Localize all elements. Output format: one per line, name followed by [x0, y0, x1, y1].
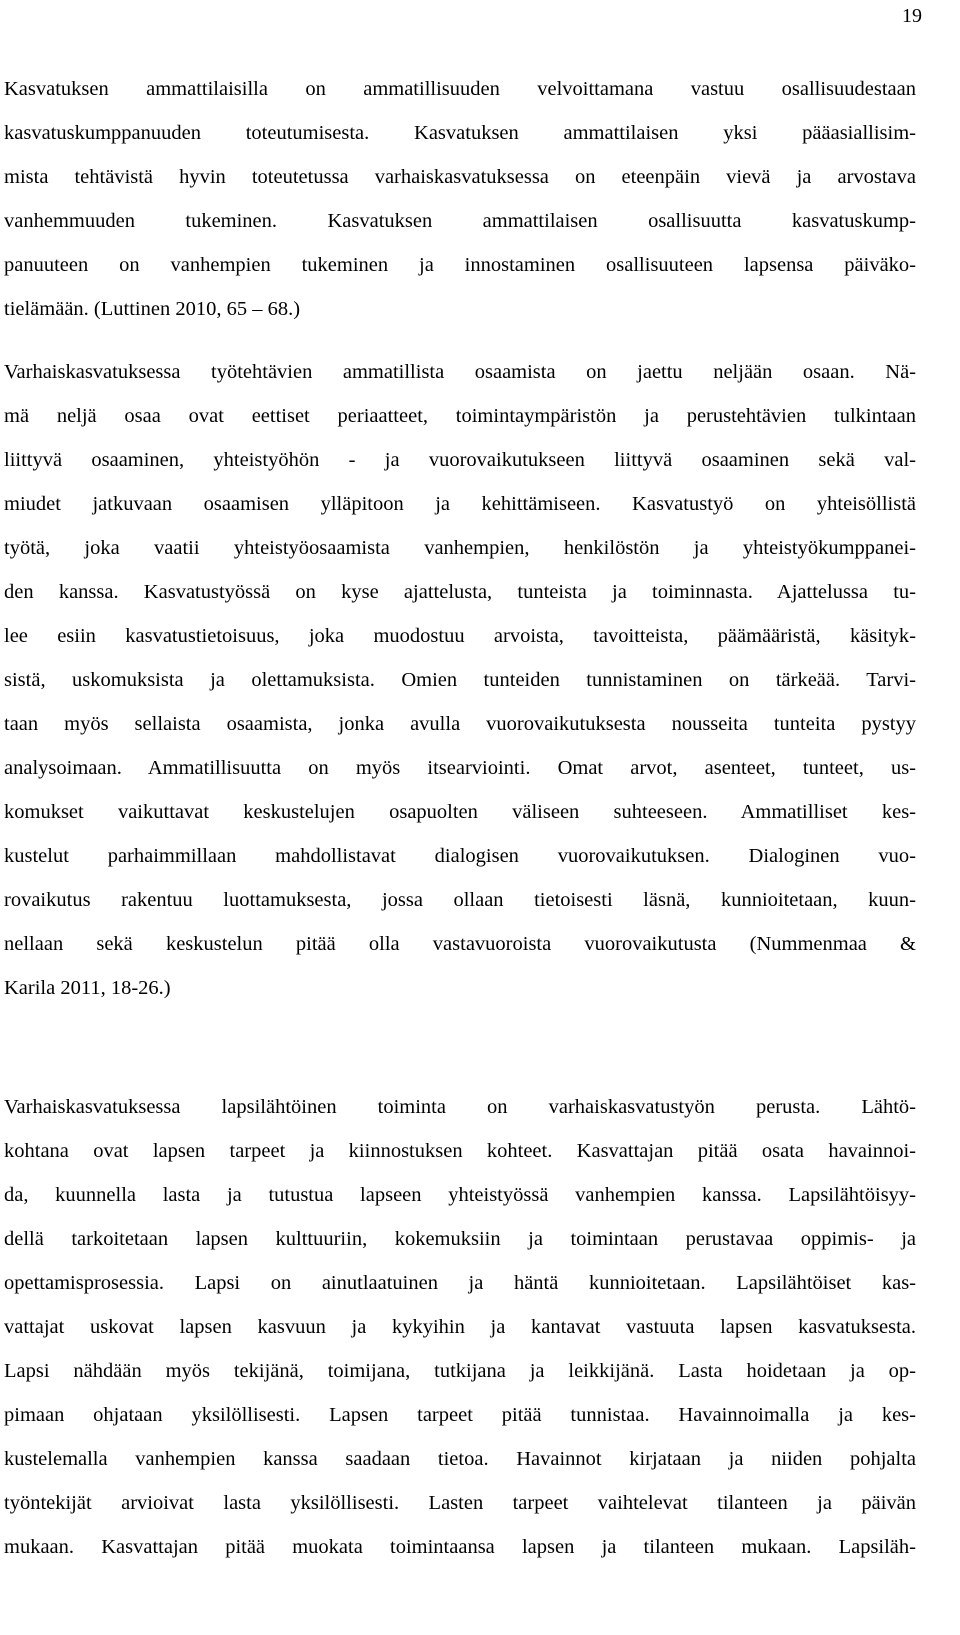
text-line: panuuteen on vanhempien tukeminen ja innostaminen osallisuuteen lapsensa päiväko-: [4, 254, 916, 276]
text-line: mukaan. Kasvattajan pitää muokata toimintaansa lapsen ja tilanteen mukaan. Lapsiläh-: [4, 1536, 916, 1558]
text-line: dellä tarkoitetaan lapsen kulttuuriin, kokemuksiin ja toimintaan perustavaa oppimis- ja: [4, 1228, 916, 1250]
text-line: sistä, uskomuksista ja olettamuksista. Omien tunteiden tunnistaminen on tärkeää. Tarvi-: [4, 669, 916, 691]
text-line: nellaan sekä keskustelun pitää olla vastavuoroista vuorovaikutusta (Nummenmaa &: [4, 933, 916, 955]
text-line: kustelut parhaimmillaan mahdollistavat dialogisen vuorovaikutuksen. Dialoginen vuo-: [4, 845, 916, 867]
page-number: 19: [902, 5, 922, 27]
text-line: vattajat uskovat lapsen kasvuun ja kykyihin ja kantavat vastuuta lapsen kasvatuksesta.: [4, 1316, 916, 1338]
text-line: liittyvä osaaminen, yhteistyöhön - ja vuorovaikutukseen liittyvä osaaminen sekä val-: [4, 449, 916, 471]
text-line: tielämään. (Luttinen 2010, 65 – 68.): [4, 298, 301, 320]
text-line: da, kuunnella lasta ja tutustua lapseen yhteistyössä vanhempien kanssa. Lapsilähtöisyy-: [4, 1184, 916, 1206]
text-line: pimaan ohjataan yksilöllisesti. Lapsen tarpeet pitää tunnistaa. Havainnoimalla ja kes-: [4, 1404, 916, 1426]
text-line: komukset vaikuttavat keskustelujen osapuolten väliseen suhteeseen. Ammatilliset kes-: [4, 801, 916, 823]
text-line: vanhemmuuden tukeminen. Kasvatuksen ammattilaisen osallisuutta kasvatuskump-: [4, 210, 916, 232]
text-line: kohtana ovat lapsen tarpeet ja kiinnostuksen kohteet. Kasvattajan pitää osata havainnoi-: [4, 1140, 916, 1162]
text-line: kasvatuskumppanuuden toteutumisesta. Kasvatuksen ammattilaisen yksi pääasiallisim-: [4, 122, 916, 144]
text-line: Varhaiskasvatuksessa työtehtävien ammatillista osaamista on jaettu neljään osaan. Nä-: [4, 361, 916, 383]
text-line: kustelemalla vanhempien kanssa saadaan tietoa. Havainnot kirjataan ja niiden pohjalta: [4, 1448, 916, 1470]
text-line: työntekijät arvioivat lasta yksilöllisesti. Lasten tarpeet vaihtelevat tilanteen ja päivän: [4, 1492, 916, 1514]
text-line: työtä, joka vaatii yhteistyöosaamista vanhempien, henkilöstön ja yhteistyökumppanei-: [4, 537, 916, 559]
text-line: rovaikutus rakentuu luottamuksesta, jossa ollaan tietoisesti läsnä, kunnioitetaan, kuun-: [4, 889, 916, 911]
text-line: lee esiin kasvatustietoisuus, joka muodostuu arvoista, tavoitteista, päämääristä, käsityk-: [4, 625, 916, 647]
text-line: mista tehtävistä hyvin toteutetussa varhaiskasvatuksessa on eteenpäin vievä ja arvostava: [4, 166, 916, 188]
text-line: Varhaiskasvatuksessa lapsilähtöinen toiminta on varhaiskasvatustyön perusta. Lähtö-: [4, 1096, 916, 1118]
text-line: analysoimaan. Ammatillisuutta on myös itsearviointi. Omat arvot, asenteet, tunteet, us-: [4, 757, 916, 779]
text-line: Lapsi nähdään myös tekijänä, toimijana, tutkijana ja leikkijänä. Lasta hoidetaan ja op-: [4, 1360, 916, 1382]
text-line: Kasvatuksen ammattilaisilla on ammatillisuuden velvoittamana vastuu osallisuudestaan: [4, 78, 916, 100]
text-line: opettamisprosessia. Lapsi on ainutlaatuinen ja häntä kunnioitetaan. Lapsilähtöiset kas-: [4, 1272, 916, 1294]
text-line: miudet jatkuvaan osaamisen ylläpitoon ja kehittämiseen. Kasvatustyö on yhteisöllistä: [4, 493, 916, 515]
text-line: taan myös sellaista osaamista, jonka avulla vuorovaikutuksesta nousseita tunteita pystyy: [4, 713, 916, 735]
text-line: mä neljä osaa ovat eettiset periaatteet, toimintaympäristön ja perustehtävien tulkintaan: [4, 405, 916, 427]
text-line: den kanssa. Kasvatustyössä on kyse ajattelusta, tunteista ja toiminnasta. Ajattelussa tu-: [4, 581, 916, 603]
text-line: Karila 2011, 18-26.): [4, 977, 171, 999]
